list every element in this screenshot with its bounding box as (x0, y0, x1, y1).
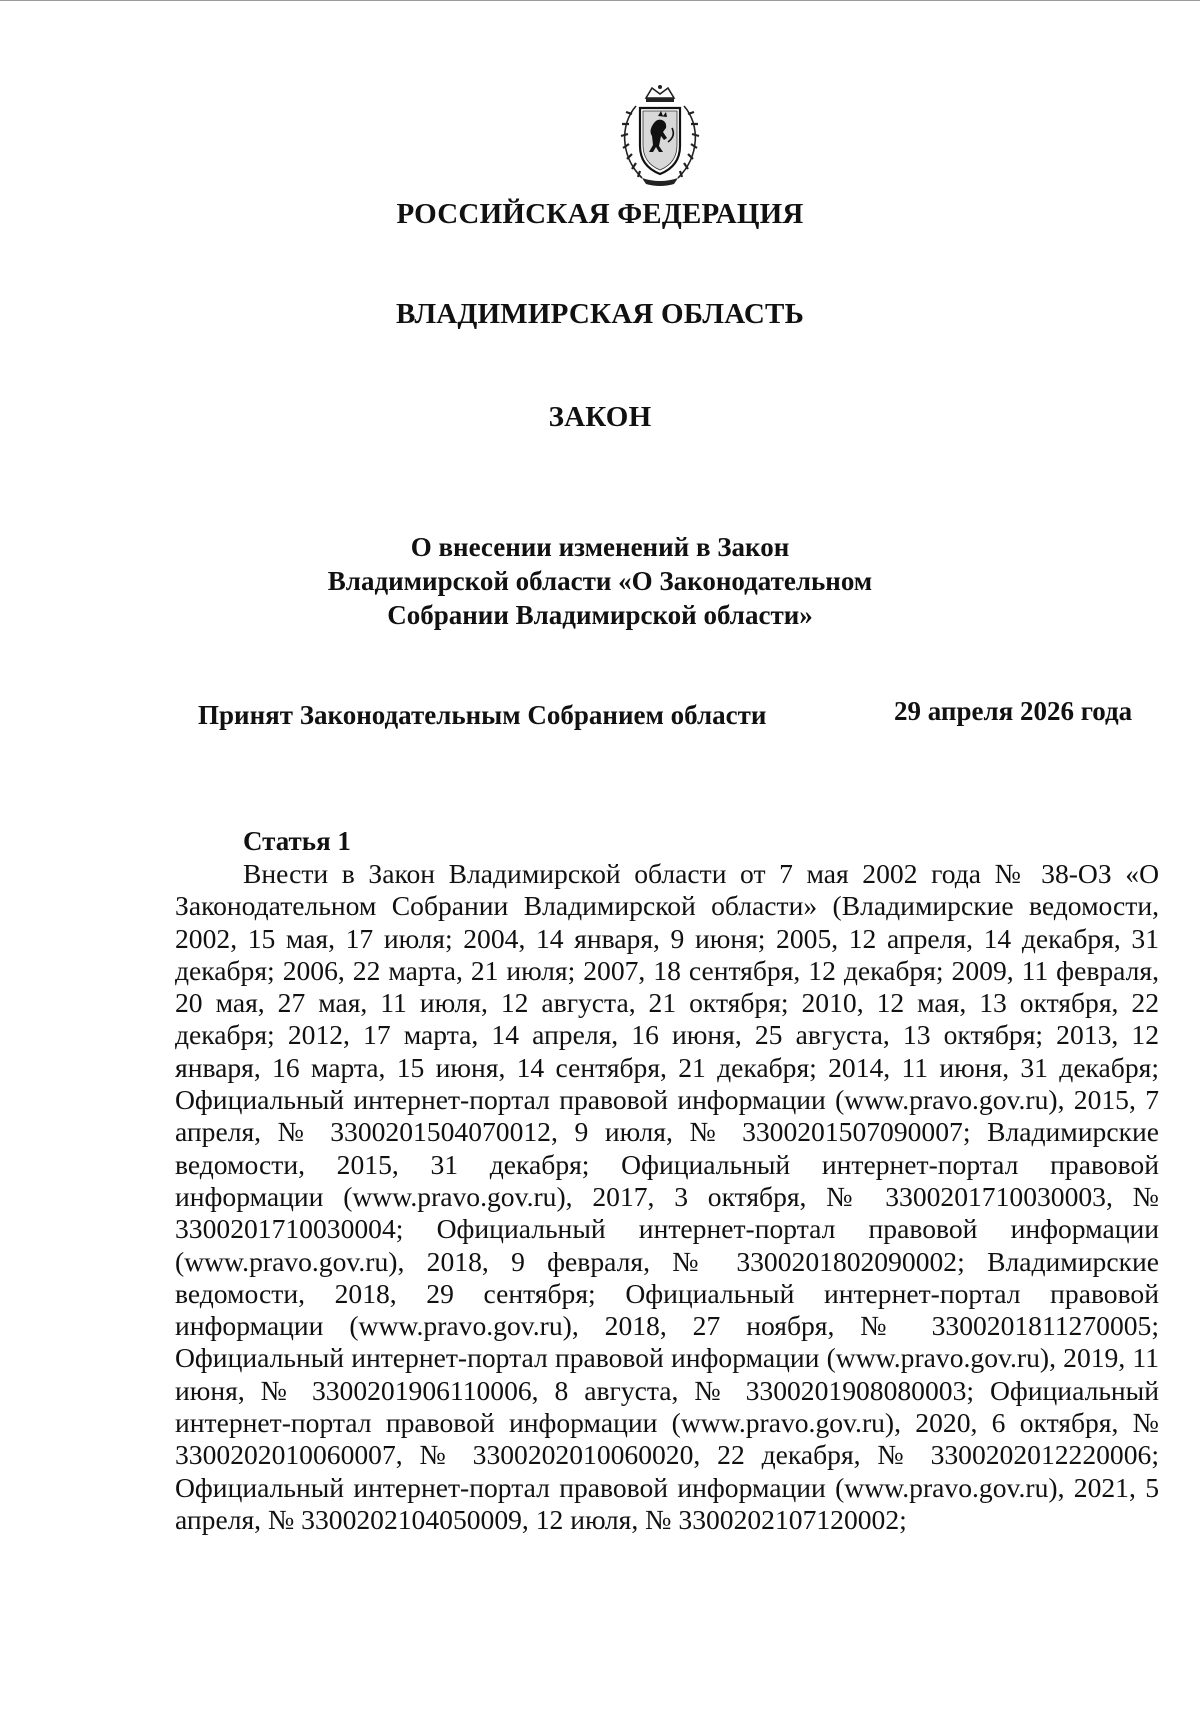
coat-of-arms-icon (612, 84, 708, 188)
article-body: Внести в Закон Владимирской области от 7 мая 2002 года № 38-ОЗ «О Законодательном Собрании Владимирской области» (Владимирские ведомости, 2002, 15 мая, 17 июля; 2004, 14 января, 9 июня; 2005, 12 апреля, 14 декабря, 31 декабря; 2006, 22 марта, 21 июля; 2007, 18 сентября, 12 декабря; 2009, 11 февраля, 20 мая, 27 мая, 11 июля, 12 августа, 21 октября; 2010, 12 мая, 13 октября, 22 декабря; 2012, 17 марта, 14 апреля, 16 июня, 25 августа, 13 октября; 2013, 12 января, 16 марта, 15 июня, 14 сентября, 21 декабря; 2014, 11 июня, 31 декабря; Официальный интернет-портал правовой информации (www.pravo.gov.ru), 2015, 7 апреля, № 3300201504070012, 9 июля, № 3300201507090007; Владимирские ведомости, 2015, 31 декабря; Официальный интернет-портал правовой информации (www.pravo.gov.ru), 2017, 3 октября, № 3300201710030003, № 3300201710030004; Официальный интернет-портал правовой информации (www.pravo.gov.ru), 2018, 9 февраля, № 3300201802090002; Владимирские ведомости, 2018, 29 сентября; Официальный интернет-портал правовой информации (www.pravo.gov.ru), 2018, 27 ноября, № 3300201811270005; Официальный интернет-портал правовой информации (www.pravo.gov.ru), 2019, 11 июня, № 3300201906110006, 8 августа, № 3300201908080003; Официальный интернет-портал правовой информации (www.pravo.gov.ru), 2020, 6 октября, № 3300202010060007, № 3300202010060020, 22 декабря, № 3300202012220006; Официальный интернет-портал правовой информации (www.pravo.gov.ru), 2021, 5 апреля, № 3300202104050009, 12 июля, № 3300202107120002; (175, 858, 1159, 1535)
law-title-line: О внесении изменений в Закон (410, 532, 790, 562)
adoption-date: 29 апреля 2026 года (894, 696, 1133, 726)
law-title (300, 530, 900, 632)
law-title-line: Владимирской области «О Законодательном (327, 566, 873, 596)
article-title: Статья 1 (243, 826, 351, 856)
adoption-label: Принят Законодательным Собранием области (198, 700, 767, 730)
document-type-heading: ЗАКОН (548, 401, 652, 433)
region-heading: ВЛАДИМИРСКАЯ ОБЛАСТЬ (396, 298, 804, 330)
law-title-line: Собрании Владимирской области» (387, 600, 813, 630)
country-heading: РОССИЙСКАЯ ФЕДЕРАЦИЯ (396, 198, 804, 230)
